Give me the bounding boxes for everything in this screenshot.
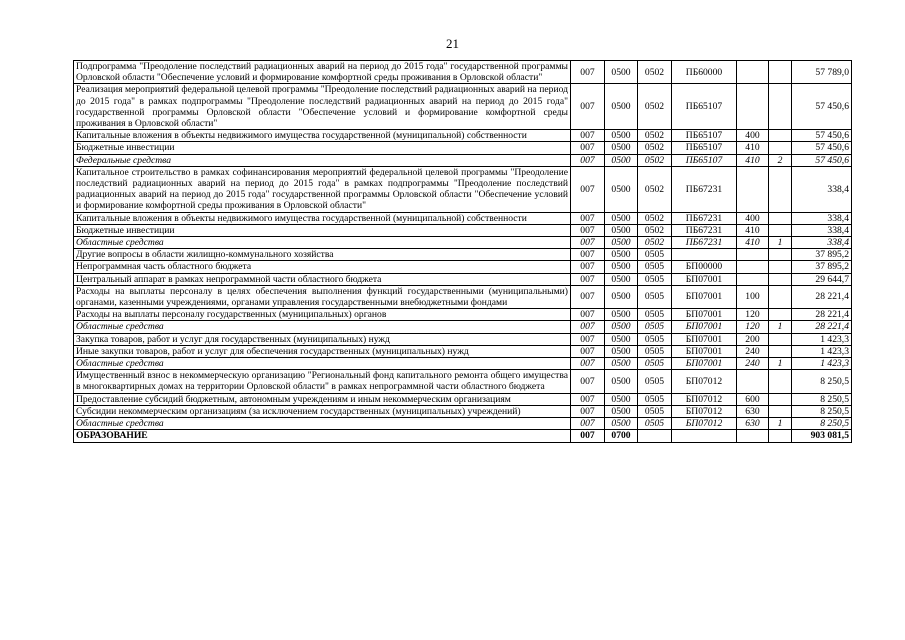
table-row [74, 358, 852, 370]
ministry-code: 007 [571, 224, 605, 236]
table-row [74, 430, 852, 442]
table-row [74, 249, 852, 261]
table-row [74, 237, 852, 249]
target-article-code: БП07012 [672, 370, 737, 393]
section-code: 0500 [605, 285, 638, 308]
amount: 1 423,3 [792, 345, 852, 357]
table-row [74, 261, 852, 273]
amount: 57 450,6 [792, 84, 852, 130]
expense-type-code [737, 273, 769, 285]
target-article-code: ПБ60000 [672, 61, 737, 84]
subsection-code: 0502 [638, 61, 672, 84]
target-article-code: ПБ67231 [672, 237, 737, 249]
subsection-code: 0502 [638, 142, 672, 154]
amount: 338,4 [792, 224, 852, 236]
funding-source-code [769, 430, 792, 442]
amount: 28 221,4 [792, 285, 852, 308]
amount: 338,4 [792, 166, 852, 212]
expense-type-code: 100 [737, 285, 769, 308]
section-code: 0500 [605, 358, 638, 370]
funding-source-code [769, 142, 792, 154]
amount: 37 895,2 [792, 261, 852, 273]
table-row [74, 154, 852, 166]
target-article-code: БП07001 [672, 285, 737, 308]
amount: 57 789,0 [792, 61, 852, 84]
section-code: 0500 [605, 273, 638, 285]
section-code: 0500 [605, 249, 638, 261]
ministry-code: 007 [571, 237, 605, 249]
table-body [74, 61, 852, 443]
expense-type-code: 120 [737, 321, 769, 333]
ministry-code: 007 [571, 142, 605, 154]
table-row [74, 84, 852, 130]
subsection-code: 0502 [638, 224, 672, 236]
ministry-code: 007 [571, 405, 605, 417]
table-row [74, 166, 852, 212]
funding-source-code [769, 285, 792, 308]
ministry-code: 007 [571, 430, 605, 442]
ministry-code: 007 [571, 309, 605, 321]
row-description: Капитальное строительство в рамках софинансирования мероприятий федеральной целевой программы "Преодоление последствий радиационных аварий на период до 2015 года" в рамках подпрограммы "Преодоление последствий радиационных аварий на период до 2015 года" государственной программы Орловской области "Обеспечение условий и формирование комфортной среды проживания в Орловской области" [74, 166, 571, 212]
subsection-code: 0505 [638, 418, 672, 430]
ministry-code: 007 [571, 154, 605, 166]
funding-source-code [769, 130, 792, 142]
target-article-code: БП07001 [672, 309, 737, 321]
funding-source-code [769, 84, 792, 130]
subsection-code: 0505 [638, 261, 672, 273]
funding-source-code [769, 393, 792, 405]
expense-type-code [737, 61, 769, 84]
section-code: 0500 [605, 154, 638, 166]
row-description: Расходы на выплаты персоналу государственных (муниципальных) органов [74, 309, 571, 321]
target-article-code: БП07001 [672, 321, 737, 333]
amount: 8 250,5 [792, 418, 852, 430]
target-article-code: ПБ67231 [672, 224, 737, 236]
table-row [74, 321, 852, 333]
amount: 338,4 [792, 212, 852, 224]
funding-source-code [769, 333, 792, 345]
subsection-code: 0502 [638, 212, 672, 224]
amount: 28 221,4 [792, 309, 852, 321]
target-article-code: БП07012 [672, 393, 737, 405]
funding-source-code [769, 370, 792, 393]
subsection-code: 0505 [638, 405, 672, 417]
table-row [74, 273, 852, 285]
ministry-code: 007 [571, 358, 605, 370]
expense-type-code: 200 [737, 333, 769, 345]
row-description: Федеральные средства [74, 154, 571, 166]
row-description: Областные средства [74, 418, 571, 430]
section-code: 0500 [605, 224, 638, 236]
expense-type-code: 600 [737, 393, 769, 405]
target-article-code: БП07012 [672, 405, 737, 417]
ministry-code: 007 [571, 212, 605, 224]
ministry-code: 007 [571, 166, 605, 212]
amount: 57 450,6 [792, 154, 852, 166]
amount: 338,4 [792, 237, 852, 249]
row-description: Капитальные вложения в объекты недвижимого имущества государственной (муниципальной) собственности [74, 130, 571, 142]
target-article-code: ПБ65107 [672, 154, 737, 166]
row-description: Иные закупки товаров, работ и услуг для обеспечения государственных (муниципальных) нужд [74, 345, 571, 357]
funding-source-code [769, 405, 792, 417]
row-description: Расходы на выплаты персоналу в целях обеспечения выполнения функций государственными (муниципальными) органами, казенными учреждениями, органами управления государственными внебюджетными фондами [74, 285, 571, 308]
expense-type-code: 410 [737, 237, 769, 249]
funding-source-code: 1 [769, 237, 792, 249]
table-row [74, 212, 852, 224]
expense-type-code: 630 [737, 418, 769, 430]
section-code: 0500 [605, 370, 638, 393]
row-description: Субсидии некоммерческим организациям (за исключением государственных (муниципальных) учреждений) [74, 405, 571, 417]
row-description: Подпрограмма "Преодоление последствий радиационных аварий на период до 2015 года" государственной программы Орловской области "Обеспечение условий и формирование комфортной среды проживания в Орловской области" [74, 61, 571, 84]
expense-type-code [737, 166, 769, 212]
row-description: ОБРАЗОВАНИЕ [74, 430, 571, 442]
subsection-code: 0505 [638, 309, 672, 321]
target-article-code: ПБ65107 [672, 142, 737, 154]
table-row [74, 405, 852, 417]
section-code: 0500 [605, 405, 638, 417]
section-code: 0500 [605, 237, 638, 249]
section-code: 0500 [605, 418, 638, 430]
expense-type-code: 240 [737, 358, 769, 370]
expense-type-code: 400 [737, 130, 769, 142]
amount: 37 895,2 [792, 249, 852, 261]
section-code: 0500 [605, 166, 638, 212]
subsection-code: 0505 [638, 358, 672, 370]
target-article-code: БП00000 [672, 261, 737, 273]
section-code: 0500 [605, 84, 638, 130]
funding-source-code: 1 [769, 358, 792, 370]
ministry-code: 007 [571, 345, 605, 357]
target-article-code [672, 249, 737, 261]
funding-source-code: 1 [769, 321, 792, 333]
funding-source-code [769, 61, 792, 84]
table-row [74, 393, 852, 405]
row-description: Непрограммная часть областного бюджета [74, 261, 571, 273]
expense-type-code [737, 261, 769, 273]
expense-type-code: 400 [737, 212, 769, 224]
amount: 8 250,5 [792, 405, 852, 417]
expense-type-code [737, 370, 769, 393]
section-code: 0500 [605, 261, 638, 273]
subsection-code: 0502 [638, 237, 672, 249]
row-description: Предоставление субсидий бюджетным, автономным учреждениям и иным некоммерческим организациям [74, 393, 571, 405]
table-row [74, 142, 852, 154]
ministry-code: 007 [571, 84, 605, 130]
ministry-code: 007 [571, 61, 605, 84]
row-description: Областные средства [74, 321, 571, 333]
section-code: 0500 [605, 130, 638, 142]
funding-source-code [769, 212, 792, 224]
ministry-code: 007 [571, 261, 605, 273]
section-code: 0500 [605, 212, 638, 224]
amount: 29 644,7 [792, 273, 852, 285]
section-code: 0500 [605, 393, 638, 405]
table-row [74, 224, 852, 236]
section-code: 0500 [605, 61, 638, 84]
funding-source-code [769, 345, 792, 357]
expense-type-code [737, 430, 769, 442]
subsection-code: 0505 [638, 333, 672, 345]
expense-type-code: 240 [737, 345, 769, 357]
target-article-code: ПБ67231 [672, 166, 737, 212]
ministry-code: 007 [571, 321, 605, 333]
budget-table [73, 60, 852, 443]
funding-source-code [769, 309, 792, 321]
expense-type-code: 410 [737, 142, 769, 154]
target-article-code: БП07001 [672, 333, 737, 345]
funding-source-code: 2 [769, 154, 792, 166]
table-row [74, 418, 852, 430]
section-code: 0500 [605, 309, 638, 321]
section-code: 0500 [605, 333, 638, 345]
table-row [74, 370, 852, 393]
subsection-code: 0505 [638, 393, 672, 405]
row-description: Бюджетные инвестиции [74, 142, 571, 154]
row-description: Центральный аппарат в рамках непрограммной части областного бюджета [74, 273, 571, 285]
subsection-code: 0505 [638, 345, 672, 357]
expense-type-code: 410 [737, 224, 769, 236]
subsection-code: 0505 [638, 321, 672, 333]
amount: 28 221,4 [792, 321, 852, 333]
page-number: 21 [446, 36, 459, 51]
ministry-code: 007 [571, 370, 605, 393]
row-description: Областные средства [74, 237, 571, 249]
expense-type-code [737, 249, 769, 261]
subsection-code: 0505 [638, 285, 672, 308]
section-code: 0700 [605, 430, 638, 442]
table-row [74, 333, 852, 345]
table-row [74, 61, 852, 84]
ministry-code: 007 [571, 285, 605, 308]
funding-source-code: 1 [769, 418, 792, 430]
amount: 57 450,6 [792, 130, 852, 142]
target-article-code: БП07012 [672, 418, 737, 430]
target-article-code: ПБ65107 [672, 84, 737, 130]
amount: 8 250,5 [792, 370, 852, 393]
expense-type-code: 630 [737, 405, 769, 417]
funding-source-code [769, 166, 792, 212]
subsection-code: 0505 [638, 273, 672, 285]
subsection-code: 0502 [638, 166, 672, 212]
expense-type-code: 120 [737, 309, 769, 321]
row-description: Реализация мероприятий федеральной целевой программы "Преодоление последствий радиационных аварий на период до 2015 года" в рамках подпрограммы "Преодоление последствий радиационных аварий на период до 2015 года" государственной программы Орловской области "Обеспечение условий и формирование комфортной среды проживания в Орловской области" [74, 84, 571, 130]
ministry-code: 007 [571, 130, 605, 142]
amount: 903 081,5 [792, 430, 852, 442]
target-article-code: ПБ67231 [672, 212, 737, 224]
row-description: Областные средства [74, 358, 571, 370]
row-description: Капитальные вложения в объекты недвижимого имущества государственной (муниципальной) собственности [74, 212, 571, 224]
target-article-code: БП07001 [672, 358, 737, 370]
table-row [74, 309, 852, 321]
subsection-code: 0505 [638, 370, 672, 393]
funding-source-code [769, 224, 792, 236]
subsection-code: 0502 [638, 84, 672, 130]
subsection-code [638, 430, 672, 442]
ministry-code: 007 [571, 393, 605, 405]
amount: 1 423,3 [792, 358, 852, 370]
funding-source-code [769, 261, 792, 273]
table-row [74, 130, 852, 142]
target-article-code [672, 430, 737, 442]
row-description: Бюджетные инвестиции [74, 224, 571, 236]
row-description: Другие вопросы в области жилищно-коммунального хозяйства [74, 249, 571, 261]
target-article-code: БП07001 [672, 345, 737, 357]
ministry-code: 007 [571, 249, 605, 261]
funding-source-code [769, 249, 792, 261]
target-article-code: ПБ65107 [672, 130, 737, 142]
subsection-code: 0502 [638, 154, 672, 166]
expense-type-code [737, 84, 769, 130]
row-description: Имущественный взнос в некоммерческую организацию "Региональный фонд капитального ремонта общего имущества в многоквартирных домах на территории Орловской области" в рамках непрограммной части областного бюджета [74, 370, 571, 393]
funding-source-code [769, 273, 792, 285]
section-code: 0500 [605, 345, 638, 357]
subsection-code: 0502 [638, 130, 672, 142]
subsection-code: 0505 [638, 249, 672, 261]
table-row [74, 285, 852, 308]
table-row [74, 345, 852, 357]
target-article-code: БП07001 [672, 273, 737, 285]
amount: 8 250,5 [792, 393, 852, 405]
ministry-code: 007 [571, 418, 605, 430]
section-code: 0500 [605, 321, 638, 333]
section-code: 0500 [605, 142, 638, 154]
amount: 1 423,3 [792, 333, 852, 345]
amount: 57 450,6 [792, 142, 852, 154]
row-description: Закупка товаров, работ и услуг для государственных (муниципальных) нужд [74, 333, 571, 345]
expense-type-code: 410 [737, 154, 769, 166]
ministry-code: 007 [571, 333, 605, 345]
ministry-code: 007 [571, 273, 605, 285]
